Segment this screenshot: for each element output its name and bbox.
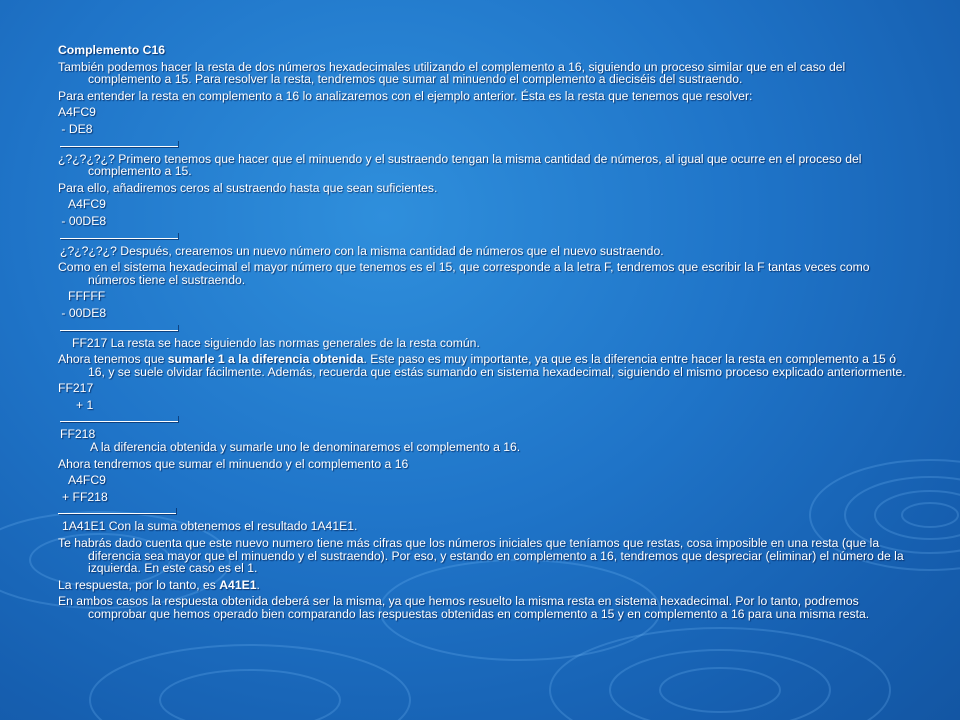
paragraph-hex-max: Como en el sistema hexadecimal el mayor número que tenemos es el 15, que corresponde a la letra F, tendremos que escribir la F tantas veces como números tiene el sustraendo. — [58, 260, 870, 287]
complement16-definition: A la diferencia obtenida y sumarle uno le denominaremos el complemento a 16. — [90, 440, 521, 455]
paragraph-add-zeros: Para ello, añadiremos ceros al sustraendo hasta que sean suficientes. — [58, 180, 438, 195]
example5-add: + FF218 — [62, 489, 108, 504]
example4-add: + 1 — [76, 397, 94, 412]
answer-text-start: La respuesta, por lo tanto, es — [58, 577, 220, 592]
example5-top: A4FC9 — [68, 473, 106, 488]
example2-subtrahend: - 00DE8 — [58, 213, 107, 228]
example5-result: 1A41E1 Con la suma obtenemos el resultado 1A41E1. — [62, 519, 358, 534]
example3-subtrahend: - 00DE8 — [58, 305, 107, 320]
example3-result: FF217 La resta se hace siguiendo las normas generales de la resta común. — [72, 335, 480, 350]
paragraph-sum-intro: Ahora tendremos que sumar el minuendo y el complemento a 16 — [58, 456, 409, 471]
complement16-value: FF218 — [60, 427, 96, 442]
add-one-text-start: Ahora tenemos que — [58, 352, 168, 367]
paragraph-step2: ¿?¿?¿?¿? Después, crearemos un nuevo número con la misma cantidad de números que el nuevo sustraendo. — [60, 243, 664, 258]
paragraph-complement16 — [58, 428, 908, 453]
paragraph-add-one — [58, 353, 908, 378]
example1-subtrahend: - DE8 — [58, 121, 93, 136]
example5-divider — [58, 507, 176, 514]
example4-divider — [60, 415, 178, 422]
paragraph-discard-digit: Te habrás dado cuenta que este nuevo numero tiene más cifras que los números iniciales que teníamos que restas, cosa imposible en una resta (que la diferencia sea mayor que el minuendo y el sustraendo). Por eso, y estando en complemento a 16, tendremos que despreciar (eliminar) el número de la izquierda. En este caso es el 1. — [58, 536, 904, 576]
slide-title: Complemento C16 — [58, 43, 165, 57]
paragraph-answer — [58, 579, 908, 592]
example2-minuend: A4FC9 — [68, 197, 106, 212]
example1-divider — [60, 140, 178, 147]
add-one-text-end: . Este paso es muy importante, ya que es la diferencia entre hacer la resta en complemento a 15 ó 16, y se suele olvidar fácilmente. Además, recuerda que estás sumando en sistema hexadecimal, siguiendo el mismo proceso explicado anteriormente. — [88, 352, 906, 379]
example4-top: FF217 — [58, 381, 94, 396]
example3-divider — [60, 324, 178, 331]
paragraph-intro: También podemos hacer la resta de dos números hexadecimales utilizando el complemento a 16, siguiendo un proceso similar que en el caso del complemento a 15. Para resolver la resta, tendremos que sumar al minuendo el complemento a dieciséis del sustraendo. — [58, 59, 846, 87]
paragraph-conclusion: En ambos casos la respuesta obtenida deberá ser la misma, ya que hemos resuelto la misma resta en sistema hexadecimal. Por lo tanto, podremos comprobar que hemos operado bien comparando las respuestas obtenidas en complemento a 15 y en complemento a 16 para una misma resta. — [58, 594, 870, 621]
paragraph-example-intro: Para entender la resta en complemento a 16 lo analizaremos con el ejemplo anterior. Ésta es la resta que tenemos que resolver: — [58, 88, 753, 103]
answer-text-end: . — [256, 577, 260, 592]
example2-divider — [60, 232, 178, 239]
slide-content — [58, 44, 908, 625]
example1-minuend: A4FC9 — [58, 105, 96, 120]
add-one-emphasis: sumarle 1 a la diferencia obtenida — [167, 352, 364, 367]
example3-top: FFFFF — [68, 289, 106, 304]
paragraph-step1: ¿?¿?¿?¿? Primero tenemos que hacer que el minuendo y el sustraendo tengan la misma cantidad de números, al igual que ocurre en el proceso del complemento a 15. — [58, 151, 862, 179]
answer-value: A41E1 — [219, 577, 257, 592]
